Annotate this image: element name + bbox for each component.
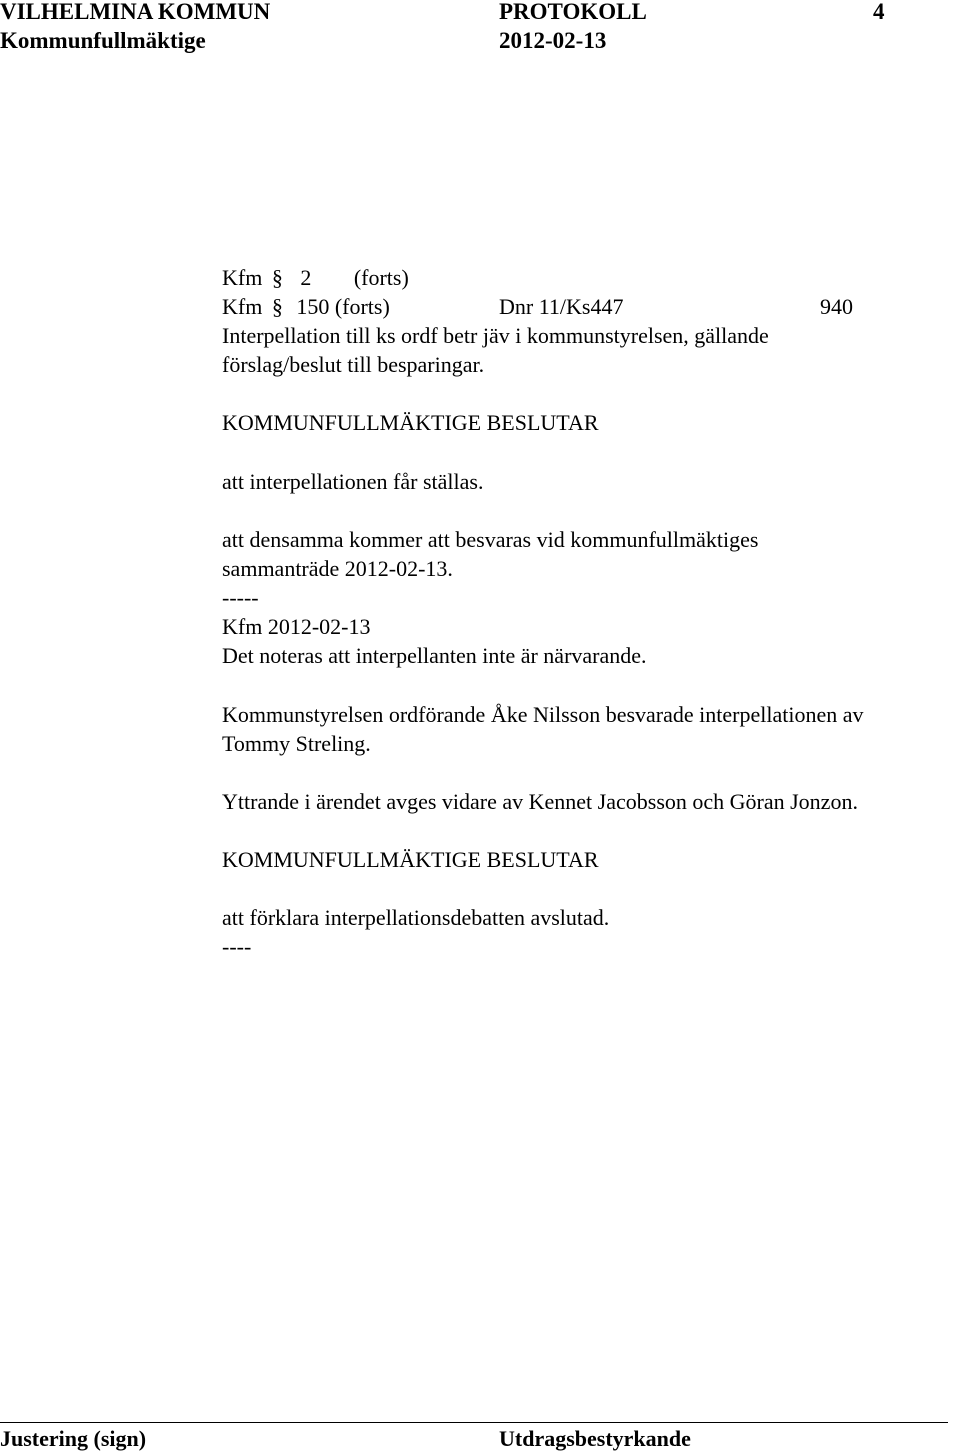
footer-utdrag: Utdragsbestyrkande — [499, 1426, 691, 1451]
subject-line-1: Interpellation till ks ordf betr jäv i kommunstyrelsen, gällande — [222, 323, 769, 348]
ref-code: 940 — [820, 294, 853, 319]
ref-2-prefix: Kfm — [222, 294, 263, 319]
att-clause-2-line-2: sammanträde 2012-02-13. — [222, 556, 453, 581]
footer-justering: Justering (sign) — [0, 1426, 147, 1451]
att-clause-3: att förklara interpellationsdebatten avslutad. — [222, 905, 610, 930]
separator-2: ---- — [222, 934, 252, 959]
header-doc-type: PROTOKOLL — [499, 0, 647, 24]
section-symbol: § — [271, 294, 283, 319]
ref-dnr: Dnr 11/Ks447 — [499, 294, 624, 319]
kfm-date: Kfm 2012-02-13 — [222, 614, 371, 639]
ref-1-number: 2 — [300, 265, 312, 290]
header-body: Kommunfullmäktige — [0, 28, 206, 53]
header-date: 2012-02-13 — [499, 28, 607, 53]
subject-line-2: förslag/beslut till besparingar. — [222, 352, 485, 377]
noted-text: Det noteras att interpellanten inte är närvarande. — [222, 643, 647, 668]
ref-1-suffix: (forts) — [353, 265, 409, 290]
ref-2-number: 150 (forts) — [296, 294, 390, 319]
ref-1-prefix: Kfm — [222, 265, 263, 290]
ref-line-2 — [222, 296, 390, 318]
footer-rule — [0, 1422, 948, 1423]
header-page-number: 4 — [873, 0, 885, 24]
att-clause-2-line-1: att densamma kommer att besvaras vid kommunfullmäktiges — [222, 527, 759, 552]
decision-heading-1: KOMMUNFULLMÄKTIGE BESLUTAR — [222, 410, 599, 435]
att-clause-1: att interpellationen får ställas. — [222, 469, 484, 494]
header-org: VILHELMINA KOMMUN — [0, 0, 271, 24]
statements-text: Yttrande i ärendet avges vidare av Kennet Jacobsson och Göran Jonzon. — [222, 789, 858, 814]
separator-1: ----- — [222, 585, 259, 610]
decision-heading-2: KOMMUNFULLMÄKTIGE BESLUTAR — [222, 847, 599, 872]
ref-line-1 — [222, 267, 409, 289]
answered-line-2: Tommy Streling. — [222, 731, 371, 756]
section-symbol: § — [271, 265, 283, 290]
answered-line-1: Kommunstyrelsen ordförande Åke Nilsson besvarade interpellationen av — [222, 702, 864, 727]
